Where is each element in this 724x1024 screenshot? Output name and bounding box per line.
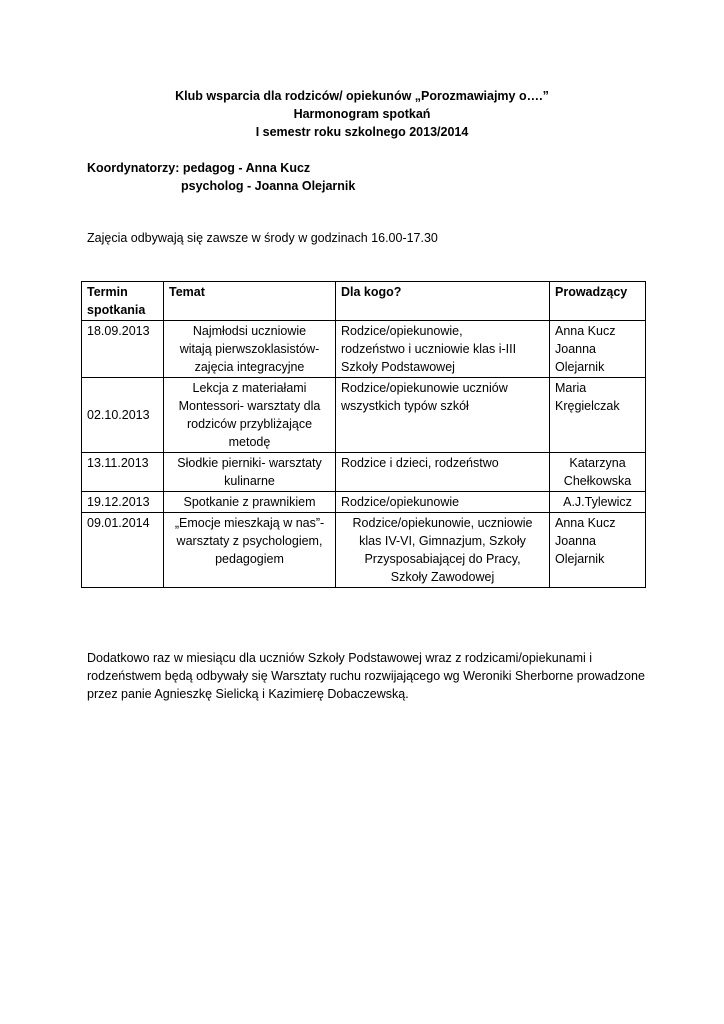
table-row bbox=[82, 453, 646, 492]
table-row bbox=[82, 513, 646, 588]
meeting-topic: Lekcja z materiałami Montessori- warsztaty dla rodziców przybliżające metodę bbox=[164, 378, 336, 453]
document-header bbox=[0, 87, 724, 141]
coordinators bbox=[87, 159, 355, 195]
header-topic: Temat bbox=[164, 282, 336, 321]
meeting-date: 02.10.2013 bbox=[82, 378, 164, 453]
meeting-audience: Rodzice/opiekunowie uczniów wszystkich typów szkół bbox=[336, 378, 550, 453]
table-row bbox=[82, 321, 646, 378]
meeting-leader: A.J.Tylewicz bbox=[550, 492, 646, 513]
header-audience: Dla kogo? bbox=[336, 282, 550, 321]
meeting-audience: Rodzice/opiekunowie, rodzeństwo i uczniowie klas i-III Szkoły Podstawowej bbox=[336, 321, 550, 378]
club-title: Klub wsparcia dla rodziców/ opiekunów „Porozmawiajmy o….” bbox=[175, 89, 549, 103]
schedule-title: Harmonogram spotkań bbox=[293, 107, 431, 121]
footer-note: Dodatkowo raz w miesiącu dla uczniów Szkoły Podstawowej wraz z rodzicami/opiekunami i rodzeństwem będą odbywały się Warsztaty ruchu rozwijającego wg Weroniki Sherborne prowadzone przez panie Agnieszkę Sielicką i Kazimierę Dobaczewską. bbox=[87, 651, 645, 701]
semester-title: I semestr roku szkolnego 2013/2014 bbox=[255, 125, 469, 139]
meeting-audience: Rodzice/opiekunowie bbox=[336, 492, 550, 513]
meeting-topic: Spotkanie z prawnikiem bbox=[164, 492, 336, 513]
meeting-leader: Katarzyna Chełkowska bbox=[550, 453, 646, 492]
table-row bbox=[82, 378, 646, 453]
meeting-topic: „Emocje mieszkają w nas”- warsztaty z psychologiem, pedagogiem bbox=[164, 513, 336, 588]
meeting-topic: Słodkie pierniki- warsztaty kulinarne bbox=[164, 453, 336, 492]
header-date: Termin spotkania bbox=[82, 282, 164, 321]
meeting-date: 13.11.2013 bbox=[82, 453, 164, 492]
meeting-date: 09.01.2014 bbox=[82, 513, 164, 588]
meeting-date: 19.12.2013 bbox=[82, 492, 164, 513]
meeting-audience: Rodzice i dzieci, rodzeństwo bbox=[336, 453, 550, 492]
meeting-topic: Najmłodsi uczniowie witają pierwszoklasistów- zajęcia integracyjne bbox=[164, 321, 336, 378]
schedule-note: Zajęcia odbywają się zawsze w środy w godzinach 16.00-17.30 bbox=[87, 231, 438, 245]
meeting-leader: Maria Kręgielczak bbox=[550, 378, 646, 453]
meeting-date: 18.09.2013 bbox=[82, 321, 164, 378]
meetings-table bbox=[81, 281, 646, 588]
table-row bbox=[82, 492, 646, 513]
table-header-row bbox=[82, 282, 646, 321]
meeting-audience: Rodzice/opiekunowie, uczniowie klas IV-VI, Gimnazjum, Szkoły Przysposabiającej do Pracy, Szkoły Zawodowej bbox=[336, 513, 550, 588]
header-leader: Prowadzący bbox=[550, 282, 646, 321]
coordinator-psycholog: psycholog - Joanna Olejarnik bbox=[181, 179, 356, 193]
meeting-leader: Anna Kucz Joanna Olejarnik bbox=[550, 513, 646, 588]
meeting-leader: Anna Kucz Joanna Olejarnik bbox=[550, 321, 646, 378]
coordinator-pedagog: Koordynatorzy: pedagog - Anna Kucz bbox=[87, 161, 311, 175]
